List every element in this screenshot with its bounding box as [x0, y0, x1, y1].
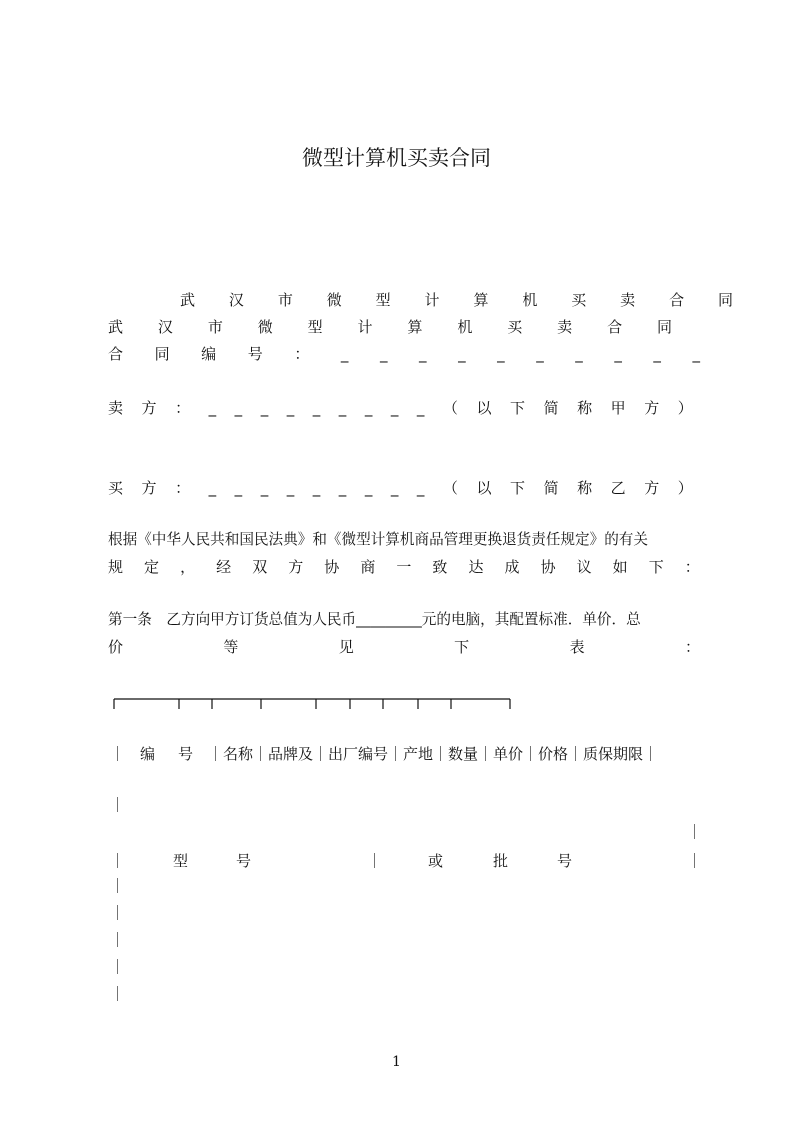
table-border-mark: ｜: [110, 796, 126, 814]
contract-number-line: 合 同 编 号 ： _ _ _ _ _ _ _ _ _ _: [108, 345, 700, 363]
article-1-line-2: 价 等 见 下 表 ：: [108, 638, 700, 656]
table-border-mark: ｜: [687, 823, 703, 841]
buyer-line: 买 方 ： _ _ _ _ _ _ _ _ _ （ 以 下 简 称 乙 方 ）: [108, 479, 693, 497]
table-row-2: ｜ 型 号 ｜ 或 批 号 ｜: [110, 852, 703, 870]
article-1-line-1: 第一条 乙方向甲方订货总值为人民币_________元的电脑，其配置标准．单价．总: [108, 611, 641, 628]
table-top-border: [113, 694, 511, 710]
heading-line-2: 武 汉 市 微 型 计 算 机 买 卖 合 同: [108, 318, 672, 336]
table-border-mark: ｜: [110, 958, 126, 976]
table-border-mark: ｜: [110, 877, 126, 895]
page-number: 1: [392, 1054, 401, 1070]
basis-line-2: 规 定 ， 经 双 方 协 商 一 致 达 成 协 议 如 下 ：: [108, 558, 700, 576]
seller-line: 卖 方 ： _ _ _ _ _ _ _ _ _ （ 以 下 简 称 甲 方 ）: [108, 399, 693, 417]
heading-line-1: 武 汉 市 微 型 计 算 机 买 卖 合 同: [180, 291, 733, 309]
table-border-mark: ｜: [110, 931, 126, 949]
basis-line-1: 根据《中华人民共和国民法典》和《微型计算机商品管理更换退货责任规定》的有关: [108, 531, 648, 548]
table-border-mark: ｜: [110, 904, 126, 922]
table-border-mark: ｜: [110, 985, 126, 1003]
document-title: 微型计算机买卖合同: [302, 146, 491, 170]
table-header-row: ｜ 编 号 ｜名称｜品牌及｜出厂编号｜产地｜数量｜单价｜价格｜质保期限｜: [110, 745, 659, 763]
